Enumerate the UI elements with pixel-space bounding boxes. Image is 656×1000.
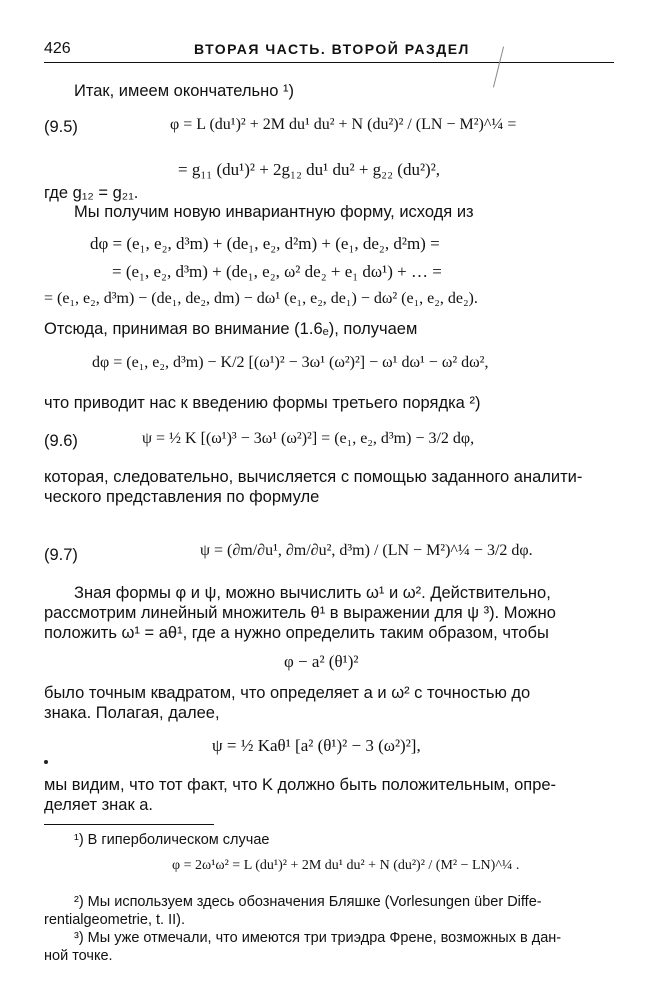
text-line: где g₁₂ = g₂₁.: [44, 184, 139, 202]
footnote-3-continued: ной точке.: [44, 948, 113, 964]
page-number: 426: [44, 40, 71, 57]
text-line: которая, следовательно, вычисляется с помощью заданного аналити-: [44, 468, 583, 486]
text-line: было точным квадратом, что определяет a и ω² с точностью до: [44, 684, 531, 702]
text-line: что приводит нас к введению формы третьего порядка ²): [44, 394, 481, 412]
equation-number: (9.6): [44, 432, 78, 450]
equation-square: φ − a² (θ¹)²: [284, 652, 359, 671]
footnote-3: ³) Мы уже отмечали, что имеются три триэдра Френе, возможных в дан-: [74, 930, 562, 946]
text-line: рассмотрим линейный множитель θ¹ в выражении для ψ ³). Можно: [44, 604, 556, 622]
equation-9-7: ψ = (∂m/∂u¹, ∂m/∂u², d³m) / (LN − M²)^¼ − 3/2 dφ.: [200, 542, 533, 559]
equation-9-6: ψ = ½ K [(ω¹)³ − 3ω¹ (ω²)²] = (e₁, e₂, d³m) − 3/2 dφ,: [142, 430, 475, 447]
text-line: деляет знак a.: [44, 796, 154, 814]
equation-dphi-line-1: dφ = (e₁, e₂, d³m) + (de₁, e₂, d²m) + (e₁, de₂, d²m) =: [90, 234, 440, 253]
equation-dphi-line-4: dφ = (e₁, e₂, d³m) − K/2 [(ω¹)² − 3ω¹ (ω²)²] − ω¹ dω¹ − ω² dω²,: [92, 354, 489, 371]
text-line: Итак, имеем окончательно ¹): [74, 82, 295, 100]
text-line: знака. Полагая, далее,: [44, 704, 220, 722]
equation-9-5-line-2: = g₁₁ (du¹)² + 2g₁₂ du¹ du² + g₂₂ (du²)²,: [178, 160, 441, 179]
footnote-rule: [44, 824, 214, 825]
footnote-1-equation: φ = 2ω¹ω² = L (du¹)² + 2M du¹ du² + N (du²)² / (M² − LN)^¼ .: [172, 858, 520, 873]
text-line: положить ω¹ = aθ¹, где a нужно определить таким образом, чтобы: [44, 624, 549, 642]
footnote-2: ²) Мы используем здесь обозначения Бляшке (Vorlesungen über Diffe-: [74, 894, 542, 910]
equation-number: (9.7): [44, 546, 78, 564]
text-line: Отсюда, принимая во внимание (1.6ₑ), получаем: [44, 320, 418, 338]
equation-psi: ψ = ½ Kaθ¹ [a² (θ¹)² − 3 (ω²)²],: [212, 736, 421, 755]
equation-dphi-line-3: = (e₁, e₂, d³m) − (de₁, de₂, dm) − dω¹ (e₁, e₂, de₁) − dω² (e₁, e₂, de₂).: [44, 290, 478, 307]
equation-9-5-line-1: φ = L (du¹)² + 2M du¹ du² + N (du²)² / (LN − M²)^¼ =: [170, 116, 517, 133]
running-head: ВТОРАЯ ЧАСТЬ. ВТОРОЙ РАЗДЕЛ: [194, 41, 470, 57]
text-line: Мы получим новую инвариантную форму, исходя из: [74, 203, 474, 221]
page-header: [44, 40, 614, 63]
text-line: Зная формы φ и ψ, можно вычислить ω¹ и ω². Действительно,: [74, 584, 551, 602]
footnote-1: ¹) В гиперболическом случае: [74, 832, 270, 848]
equation-number: (9.5): [44, 118, 78, 136]
equation-dphi-line-2: = (e₁, e₂, d³m) + (de₁, e₂, ω² de₂ + e₁ dω¹) + … =: [112, 262, 442, 281]
text-line: ческого представления по формуле: [44, 488, 320, 506]
footnote-2-continued: rentialgeometrie, t. II).: [44, 912, 186, 928]
text-line: мы видим, что тот факт, что K должно быть положительным, опре-: [44, 776, 557, 794]
ink-dot: [44, 760, 48, 764]
